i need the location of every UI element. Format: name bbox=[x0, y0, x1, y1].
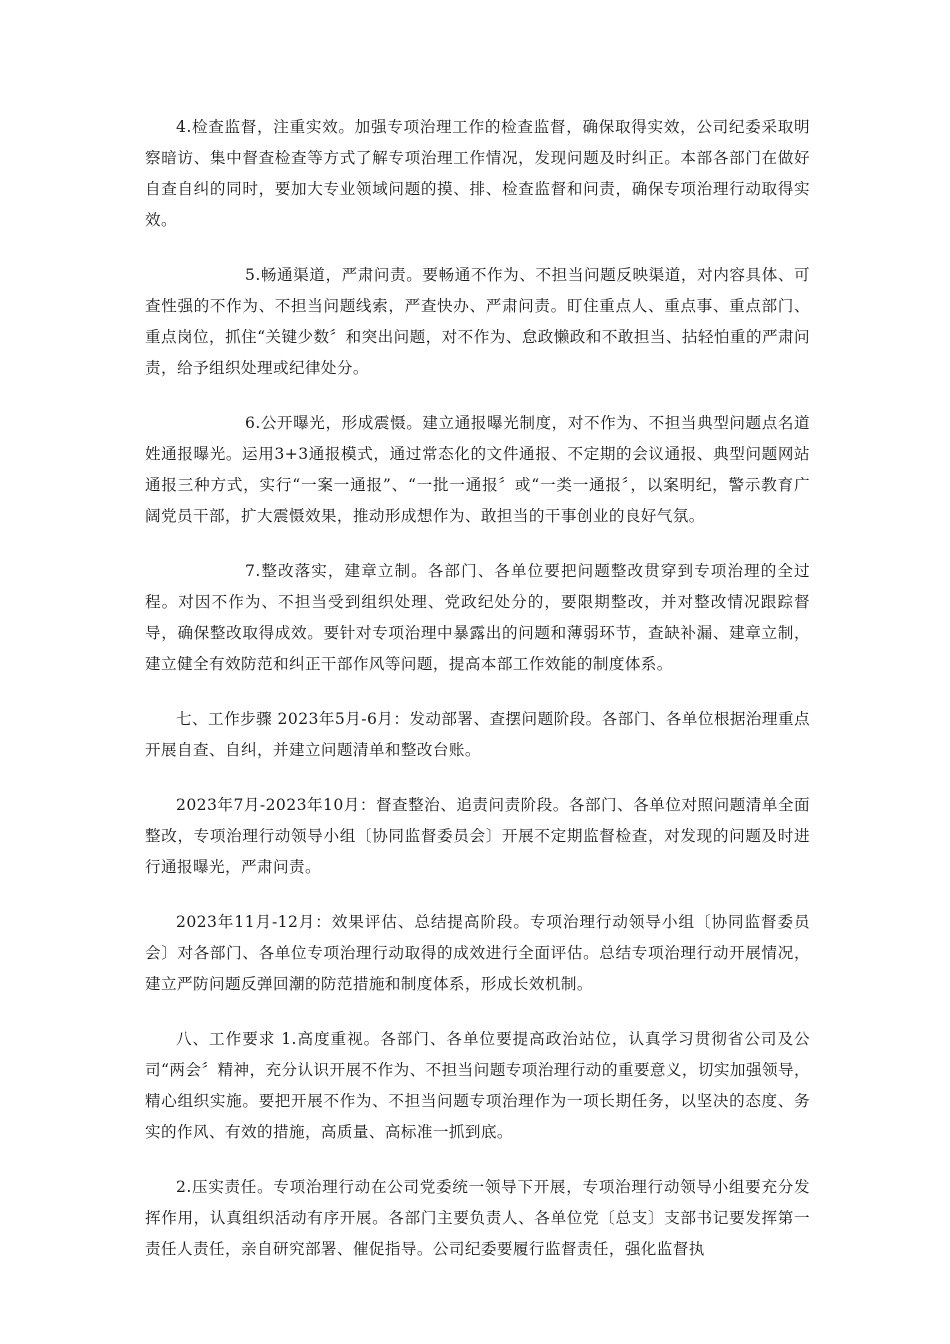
paragraph-section-7-steps: 七、工作步骤 2023年5月-6月：发动部署、查摆问题阶段。各部门、各单位根据治理重点开展自查、自纠，并建立问题清单和整改台账。 bbox=[145, 710, 810, 759]
paragraph-item-5: 5.畅通渠道，严肃问责。要畅通不作为、不担当问题反映渠道，对内容具体、可查性强的不作为、不担当问题线索，严查快办、严肃问责。盯住重点人、重点事、重点部门、重点岗位，抓住“关键少数〞和突出问题，对不作为、怠政懒政和不敢担当、拈轻怕重的严肃问责，给予组织处理或纪律处分。 bbox=[145, 266, 810, 377]
paragraph-item-4: 4.检查监督，注重实效。加强专项治理工作的检查监督，确保取得实效，公司纪委采取明察暗访、集中督查检查等方式了解专项治理工作情况，发现问题及时纠正。本部各部门在做好自查自纠的同时，要加大专业领域问题的摸、排、检查监督和问责，确保专项治理行动取得实效。 bbox=[145, 118, 810, 229]
paragraph-item-6: 6.公开曝光，形成震慑。建立通报曝光制度，对不作为、不担当典型问题点名道姓通报曝光。运用3+3通报模式，通过常态化的文件通报、不定期的会议通报、典型问题网站通报三种方式，实行“一案一通报”、“一批一通报〞或“一类一通报〞，以案明纪，警示教育广阔党员干部，扩大震慑效果，推动形成想作为、敢担当的干事创业的良好气氛。 bbox=[145, 414, 810, 525]
document-page bbox=[145, 112, 810, 1289]
paragraph-step-2: 2023年7月-2023年10月：督查整治、追责问责阶段。各部门、各单位对照问题清单全面整改，专项治理行动领导小组〔协同监督委员会〕开展不定期监督检查，对发现的问题及时进行通报曝光，严肃问责。 bbox=[145, 796, 810, 876]
paragraph-section-8-requirements: 八、工作要求 1.高度重视。各部门、各单位要提高政治站位，认真学习贯彻省公司及公司“两会〞精神，充分认识开展不作为、不担当问题专项治理行动的重要意义，切实加强领导，精心组织实施。要把开展不作为、不担当问题专项治理作为一项长期任务，以坚决的态度、务实的作风、有效的措施，高质量、高标准一抓到底。 bbox=[145, 1030, 810, 1141]
paragraph-step-3: 2023年11月-12月：效果评估、总结提高阶段。专项治理行动领导小组〔协同监督委员会〕对各部门、各单位专项治理行动取得的成效进行全面评估。总结专项治理行动开展情况，建立严防问题反弹回潮的防范措施和制度体系，形成长效机制。 bbox=[145, 913, 810, 993]
paragraph-item-7: 7.整改落实，建章立制。各部门、各单位要把问题整改贯穿到专项治理的全过程。对因不作为、不担当受到组织处理、党政纪处分的，要限期整改，并对整改情况跟踪督导，确保整改取得成效。要针对专项治理中暴露出的问题和薄弱环节，查缺补漏、建章立制，建立健全有效防范和纠正干部作风等问题，提高本部工作效能的制度体系。 bbox=[145, 562, 810, 673]
paragraph-requirement-2: 2.压实责任。专项治理行动在公司党委统一领导下开展，专项治理行动领导小组要充分发挥作用，认真组织活动有序开展。各部门主要负责人、各单位党〔总支〕支部书记要发挥第一责任人责任，亲自研究部署、催促指导。公司纪委要履行监督责任，强化监督执 bbox=[145, 1178, 810, 1258]
